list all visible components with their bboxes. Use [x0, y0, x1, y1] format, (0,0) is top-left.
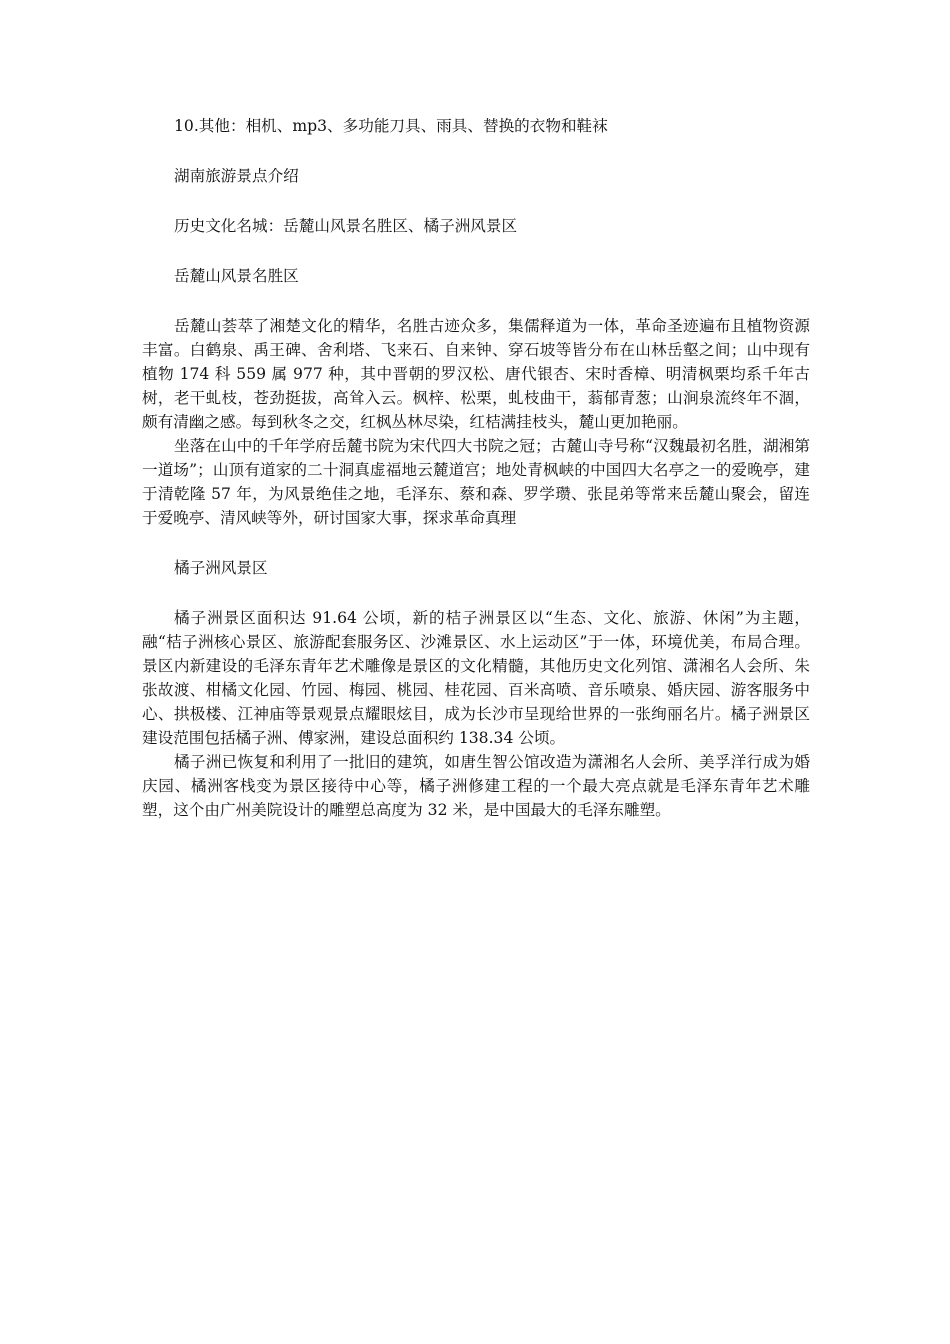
list-item-10: 10.其他：相机、mp3、多功能刀具、雨具、替换的衣物和鞋袜 [174, 117, 608, 135]
document-body [142, 114, 810, 848]
juzizhou-paragraph-1: 橘子洲景区面积达 91.64 公顷，新的桔子洲景区以“生态、文化、旅游、休闲”为主题，融“桔子洲核心景区、旅游配套服务区、沙滩景区、水上运动区”于一体，环境优美，布局合理。景区内新建设的毛泽东青年艺术雕像是景区的文化精髓，其他历史文化列馆、潇湘名人会所、朱张故渡、柑橘文化园、竹园、梅园、桃园、桂花园、百米高喷、音乐喷泉、婚庆园、游客服务中心、拱极楼、江神庙等景观景点耀眼炫目，成为长沙市呈现给世界的一张绚丽名片。橘子洲景区建设范围包括橘子洲、傅家洲，建设总面积约 138.34 公顷。 [142, 609, 810, 747]
yuelu-paragraph-1: 岳麓山荟萃了湘楚文化的精华，名胜古迹众多，集儒释道为一体，革命圣迹遍布且植物资源丰富。白鹤泉、禹王碑、舍利塔、飞来石、自来钟、穿石坡等皆分布在山林岳壑之间；山中现有植物 174 科 559 属 977 种，其中晋朝的罗汉松、唐代银杏、宋时香樟、明清枫栗均系千年古树，老干虬枝，苍劲挺拔，高耸入云。枫梓、松栗，虬枝曲干，蓊郁青葱；山涧泉流终年不涸，颇有清幽之感。每到秋冬之交，红枫丛林尽染，红桔满挂枝头，麓山更加艳丽。 [142, 317, 810, 431]
section-heading-city: 历史文化名城：岳麓山风景名胜区、橘子洲风景区 [174, 217, 518, 235]
yuelu-paragraph-2: 坐落在山中的千年学府岳麓书院为宋代四大书院之冠；古麓山寺号称“汉魏最初名胜，湖湘第一道场”；山顶有道家的二十洞真虚福地云麓道宫；地处青枫峡的中国四大名亭之一的爱晚亭，建于清乾隆 57 年，为风景绝佳之地，毛泽东、蔡和森、罗学瓒、张昆弟等常来岳麓山聚会，留连于爱晚亭、清风峡等外，研讨国家大事，探求革命真理 [142, 437, 810, 527]
section-heading-intro: 湖南旅游景点介绍 [174, 167, 299, 185]
section-heading-juzizhou: 橘子洲风景区 [174, 559, 268, 577]
yuelu-section [142, 314, 810, 530]
juzizhou-section [142, 606, 810, 822]
section-heading-yuelu: 岳麓山风景名胜区 [174, 267, 299, 285]
juzizhou-paragraph-2: 橘子洲已恢复和利用了一批旧的建筑，如唐生智公馆改造为潇湘名人会所、美孚洋行成为婚庆园、橘洲客栈变为景区接待中心等，橘子洲修建工程的一个最大亮点就是毛泽东青年艺术雕塑，这个由广州美院设计的雕塑总高度为 32 米，是中国最大的毛泽东雕塑。 [142, 753, 810, 819]
